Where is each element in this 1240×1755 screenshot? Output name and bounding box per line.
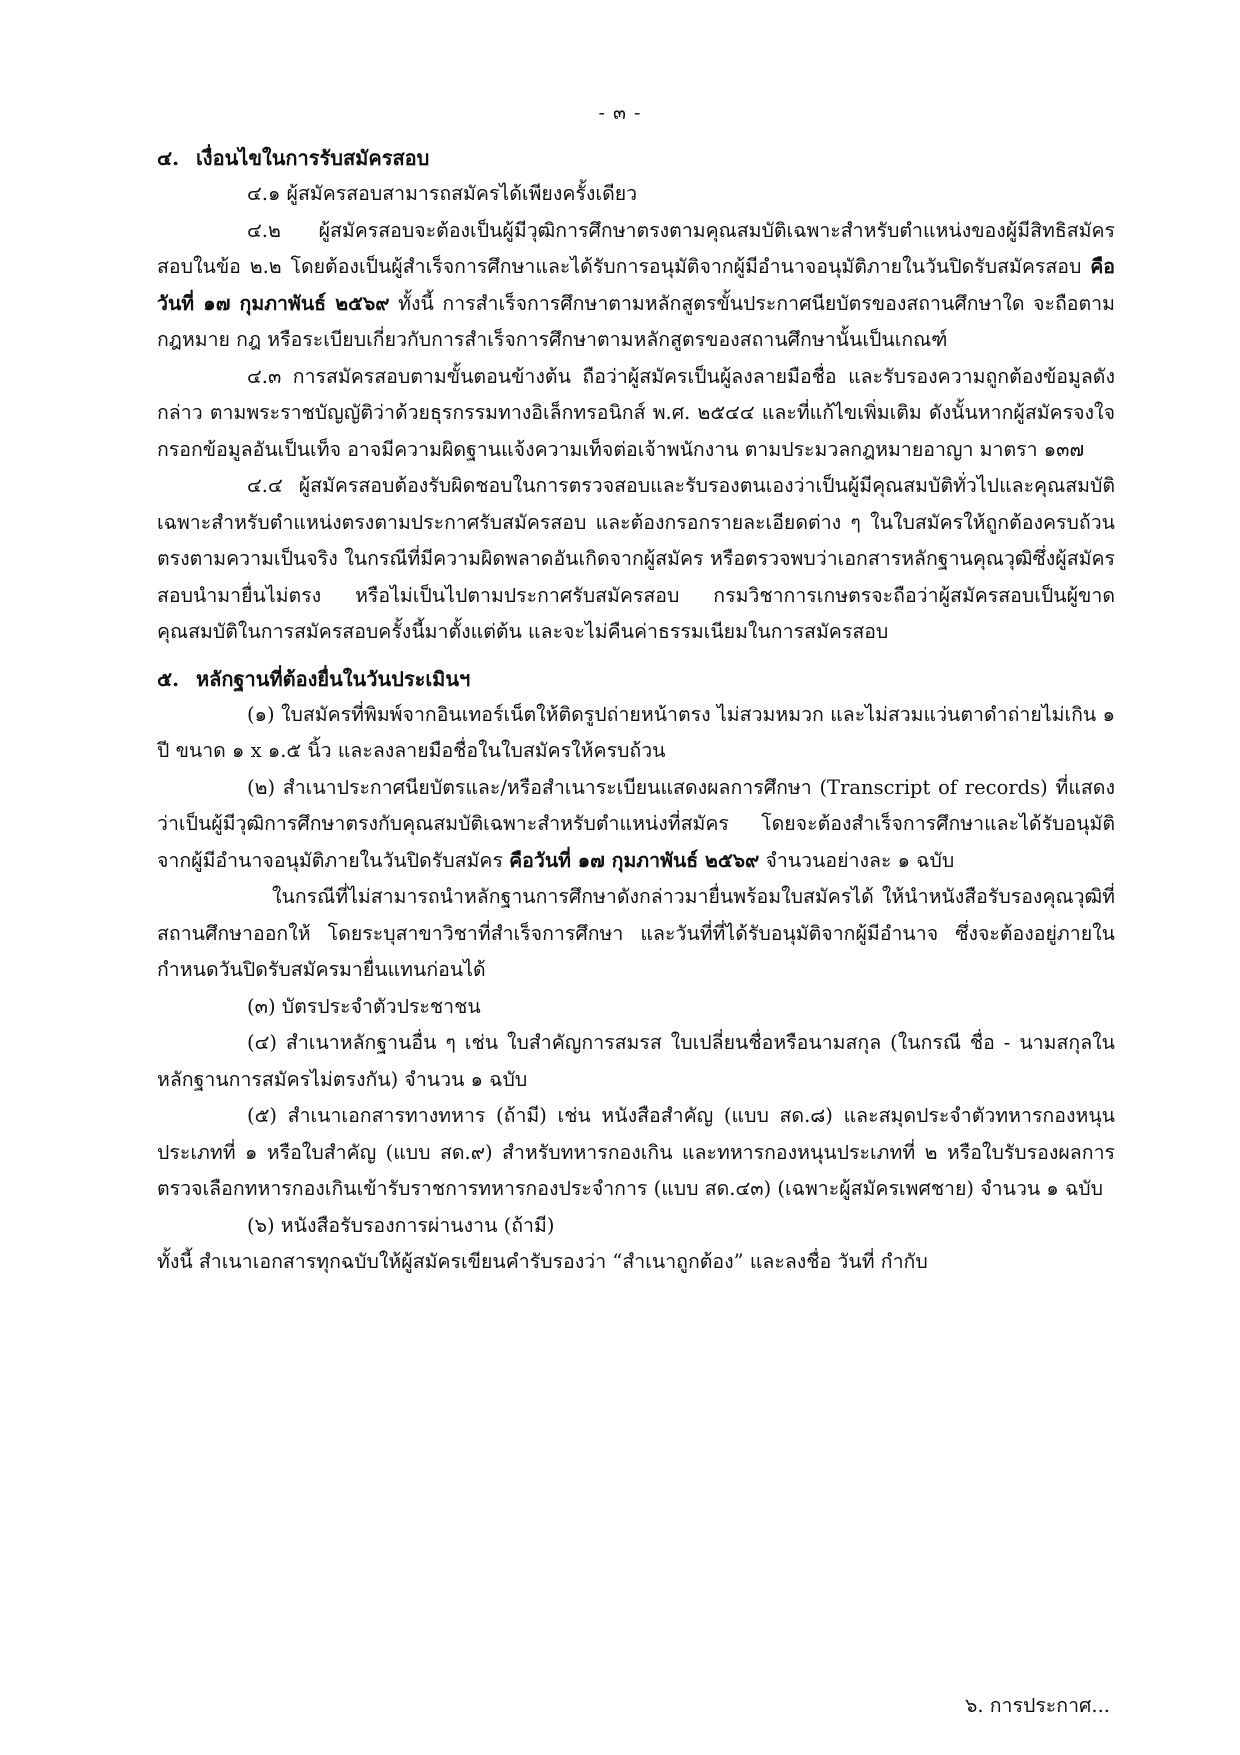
document-item-1: (๑) ใบสมัครที่พิมพ์จากอินเทอร์เน็ตให้ติดรูปถ่ายหน้าตรง ไม่สวมหมวก และไม่สวมแว่นตาดำถ่ายไม่เกิน ๑ ปี ขนาด ๑ x ๑.๕ นิ้ว และลงลายมือชื่อในใบสมัครให้ครบถ้วน — [157, 702, 1115, 762]
clause-4-2-deadline: คือวันที่ ๑๗ กุมภาพันธ์ ๒๕๖๙ — [157, 255, 1115, 315]
document-body — [157, 140, 1115, 1281]
clause-4-2-text-b: ทั้งนี้ การสำเร็จการศึกษาตามหลักสูตรขั้นประกาศนียบัตรของสถานศึกษาใด จะถือตามกฎหมาย กฎ หรือระเบียบเกี่ยวกับการสำเร็จการศึกษาตามหลักสูตรของสถานศึกษานั้นเป็นเกณฑ์ — [157, 291, 1115, 351]
document-item-6: (๖) หนังสือรับรองการผ่านงาน (ถ้ามี) — [247, 1213, 555, 1237]
document-item-5: (๕) สำเนาเอกสารทางทหาร (ถ้ามี) เช่น หนังสือสำคัญ (แบบ สด.๘) และสมุดประจำตัวทหารกองหนุน ประเภทที่ ๑ หรือใบสำคัญ (แบบ สด.๙) สำหรับทหารกองเกิน และทหารกองหนุนประเภทที่ ๒ หรือใบรับรองผลการตรวจเลือกทหารกองเกินเข้ารับราชการทหารกองประจำการ (แบบ สด.๔๓) (เฉพาะผู้สมัครเพศชาย) จำนวน ๑ ฉบับ — [157, 1104, 1115, 1200]
page-number: - ๓ - — [598, 102, 642, 124]
closing-note: ทั้งนี้ สำเนาเอกสารทุกฉบับให้ผู้สมัครเขียนคำรับรองว่า “สำเนาถูกต้อง” และลงชื่อ วันที่ กำกับ — [157, 1250, 928, 1273]
section-4-number: ๔. — [157, 146, 180, 170]
document-item-4: (๔) สำเนาหลักฐานอื่น ๆ เช่น ใบสำคัญการสมรส ใบเปลี่ยนชื่อหรือนามสกุล (ในกรณี ชื่อ - นามสกุลในหลักฐานการสมัครไม่ตรงกัน) จำนวน ๑ ฉบับ — [157, 1031, 1115, 1091]
clause-4-4: ๔.๔ ผู้สมัครสอบต้องรับผิดชอบในการตรวจสอบและรับรองตนเองว่าเป็นผู้มีคุณสมบัติทั่วไปและคุณสมบัติเฉพาะสำหรับตำแหน่งตรงตามประกาศรับสมัครสอบ และต้องกรอกรายละเอียดต่าง ๆ ในใบสมัครให้ถูกต้องครบถ้วนตรงตามความเป็นจริง ในกรณีที่มีความผิดพลาดอันเกิดจากผู้สมัคร หรือตรวจพบว่าเอกสารหลักฐานคุณวุฒิซึ่งผู้สมัครสอบนำมายื่นไม่ตรง หรือไม่เป็นไปตามประกาศรับสมัครสอบ กรมวิชาการเกษตรจะถือว่าผู้สมัครสอบเป็นผู้ขาดคุณสมบัติในการสมัครสอบครั้งนี้มาตั้งแต่ต้น และจะไม่คืนค่าธรรมเนียมในการสมัครสอบ — [157, 474, 1115, 643]
continuation-footer: ๖. การประกาศ... — [964, 1694, 1110, 1717]
document-item-2-note: ในกรณีที่ไม่สามารถนำหลักฐานการศึกษาดังกล่าวมายื่นพร้อมใบสมัครได้ ให้นำหนังสือรับรองคุณวุฒิที่สถานศึกษาออกให้ โดยระบุสาขาวิชาที่สำเร็จการศึกษา และวันที่ที่ได้รับอนุมัติจากผู้มีอำนาจ ซึ่งจะต้องอยู่ภายในกำหนดวันปิดรับสมัครมายื่นแทนก่อนได้ — [157, 885, 1115, 981]
clause-4-3: ๔.๓ การสมัครสอบตามขั้นตอนข้างต้น ถือว่าผู้สมัครเป็นผู้ลงลายมือชื่อ และรับรองความถูกต้องข้อมูลดังกล่าว ตามพระราชบัญญัติว่าด้วยธุรกรรมทางอิเล็กทรอนิกส์ พ.ศ. ๒๕๔๔ และที่แก้ไขเพิ่มเติม ดังนั้นหากผู้สมัครจงใจกรอกข้อมูลอันเป็นเท็จ อาจมีความผิดฐานแจ้งความเท็จต่อเจ้าพนักงาน ตามประมวลกฎหมายอาญา มาตรา ๑๓๗ — [157, 364, 1115, 461]
section-4-title: เงื่อนไขในการรับสมัครสอบ — [195, 146, 430, 170]
clause-4-2 — [157, 213, 1115, 359]
document-item-2-text-a: (๒) สำเนาประกาศนียบัตรและ/หรือสำเนาระเบียนแสดงผลการศึกษา (Transcript of records) ที่แสดงว่าเป็นผู้มีวุฒิการศึกษาตรงกับคุณสมบัติเฉพาะสำหรับตำแหน่งที่สมัคร โดยจะต้องสำเร็จการศึกษาและได้รับอนุมัติจากผู้มีอำนาจอนุมัติภายในวันปิดรับสมัคร — [157, 775, 1115, 872]
section-5-heading — [157, 661, 1115, 697]
document-item-2-text-b: จำนวนอย่างละ ๑ ฉบับ — [759, 848, 955, 872]
section-5-number: ๕. — [157, 666, 180, 691]
section-5-title: หลักฐานที่ต้องยื่นในวันประเมินฯ — [195, 666, 471, 691]
document-item-2-deadline: คือวันที่ ๑๗ กุมภาพันธ์ ๒๕๖๙ — [509, 848, 760, 872]
section-4-heading — [157, 140, 1115, 176]
document-item-2 — [157, 770, 1115, 880]
clause-4-2-text-a: ๔.๒ ผู้สมัครสอบจะต้องเป็นผู้มีวุฒิการศึกษาตรงตามคุณสมบัติเฉพาะสำหรับตำแหน่งของผู้มีสิทธิสมัครสอบในข้อ ๒.๒ โดยต้องเป็นผู้สำเร็จการศึกษาและได้รับการอนุมัติจากผู้มีอำนาจอนุมัติภายในวันปิดรับสมัครสอบ — [157, 218, 1115, 278]
document-item-3: (๓) บัตรประจำตัวประชาชน — [247, 994, 481, 1018]
clause-4-1: ๔.๑ ผู้สมัครสอบสามารถสมัครได้เพียงครั้งเดียว — [247, 182, 638, 205]
